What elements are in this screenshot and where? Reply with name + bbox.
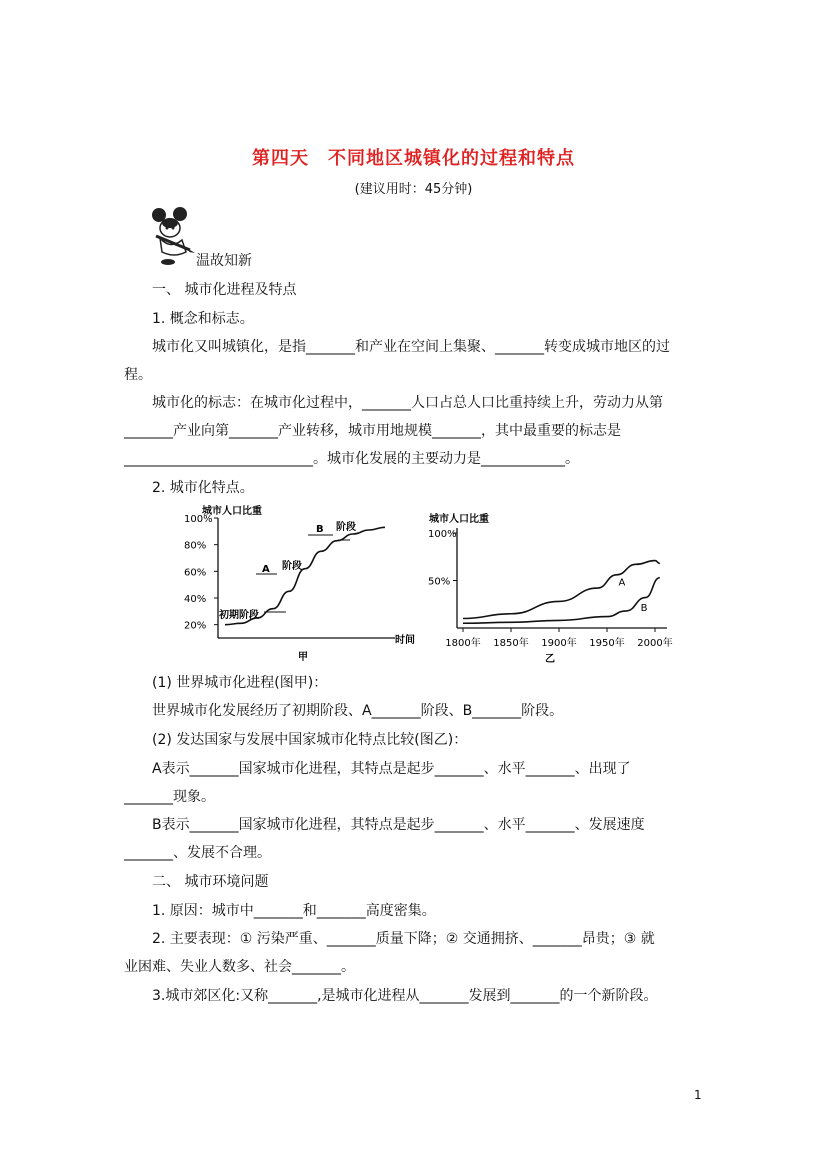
chart-yi-xtick-label: 1950年 [589, 638, 625, 649]
text-line: ___________________________。城市化发展的主要动力是____________。 [124, 451, 579, 467]
text-line: 1. 原因：城市中_______和_______高度密集。 [152, 903, 436, 919]
chart-jia-ytick-label: 40% [184, 594, 207, 605]
chart-yi-xtick-label: 1900年 [541, 638, 577, 649]
chart-yi-ylabel: 城市人口比重 [429, 514, 489, 525]
chart-yi [425, 508, 675, 668]
subsection-heading: 2. 城市化特点。 [152, 480, 254, 496]
text-line: 城市化的标志：在城市化过程中，_______人口占总人口比重持续上升，劳动力从第 [152, 395, 663, 411]
text-line: _______、发展不合理。 [124, 845, 271, 861]
text-line: 2. 主要表现：① 污染严重、_______质量下降；② 交通拥挤、_______昂贵；③ 就 [152, 931, 655, 947]
stage-label-initial: 初期阶段 [219, 610, 259, 621]
chart-yi-ytick-label: 50% [428, 576, 451, 588]
question-line: (1) 世界城市化进程(图甲)： [152, 675, 328, 691]
subsection-heading: 1. 概念和标志。 [152, 311, 254, 327]
stage-label-a-suffix: 阶段 [282, 561, 302, 572]
text-line: _______产业向第_______产业转移，城市用地规模_______，其中最重要的标志是 [124, 423, 621, 439]
text-line: _______现象。 [124, 789, 215, 805]
mickey-mouse-pencil-icon [150, 206, 196, 266]
chart-yi-xtick-label: 1850年 [493, 638, 529, 649]
page-title: 第四天 不同地区城镇化的过程和特点 [252, 148, 575, 169]
section-heading: 二、 城市环境问题 [152, 874, 269, 890]
text-line: 城市化又叫城镇化，是指_______和产业在空间上集聚、_______转变成城市地区的过 [152, 339, 670, 355]
text-line: B表示_______国家城市化进程，其特点是起步_______、水平_______、发展速度 [152, 817, 645, 833]
chart-yi-ytick-label: 100% [428, 529, 457, 540]
chart-yi-series-label: A [618, 577, 626, 589]
suggested-time: (建议用时：45分钟) [354, 182, 473, 197]
chart-jia-ytick-label: 80% [184, 540, 207, 552]
stage-label-b: B [316, 524, 324, 535]
chart-jia-ylabel: 城市人口比重 [202, 506, 262, 517]
chart-yi-xtick-label: 2000年 [637, 638, 673, 649]
text-line: A表示_______国家城市化进程，其特点是起步_______、水平_______、出现了 [152, 761, 631, 777]
stage-label-a: A [262, 564, 270, 575]
chart-jia [180, 502, 425, 662]
chart-yi-series-b [463, 578, 660, 624]
section-heading: 一、 城市化进程及特点 [152, 282, 297, 298]
chart-yi-series-label: B [640, 602, 648, 614]
review-label: 温故知新 [196, 253, 252, 269]
chart-jia-caption: 甲 [298, 652, 308, 662]
chart-jia-xlabel: 时间 [395, 635, 415, 646]
chart-yi-xtick-label: 1800年 [445, 638, 481, 649]
chart-jia-ytick-label: 20% [184, 620, 207, 632]
page-number: 1 [694, 1088, 702, 1102]
stage-label-b-suffix: 阶段 [336, 522, 356, 533]
chart-yi-caption: 乙 [545, 654, 555, 665]
chart-jia-ytick-label: 60% [184, 567, 207, 579]
text-line: 程。 [124, 367, 152, 383]
text-line: 世界城市化发展经历了初期阶段、A_______阶段、B_______阶段。 [152, 703, 564, 719]
text-line: 业困难、失业人数多、社会_______。 [124, 959, 355, 975]
text-line: 3.城市郊区化:又称_______,是城市化进程从_______发展到_______的一个新阶段。 [152, 988, 658, 1004]
chart-jia-ytick-label: 100% [184, 514, 213, 525]
question-line: (2) 发达国家与发展中国家城市化特点比较(图乙)： [152, 732, 468, 748]
